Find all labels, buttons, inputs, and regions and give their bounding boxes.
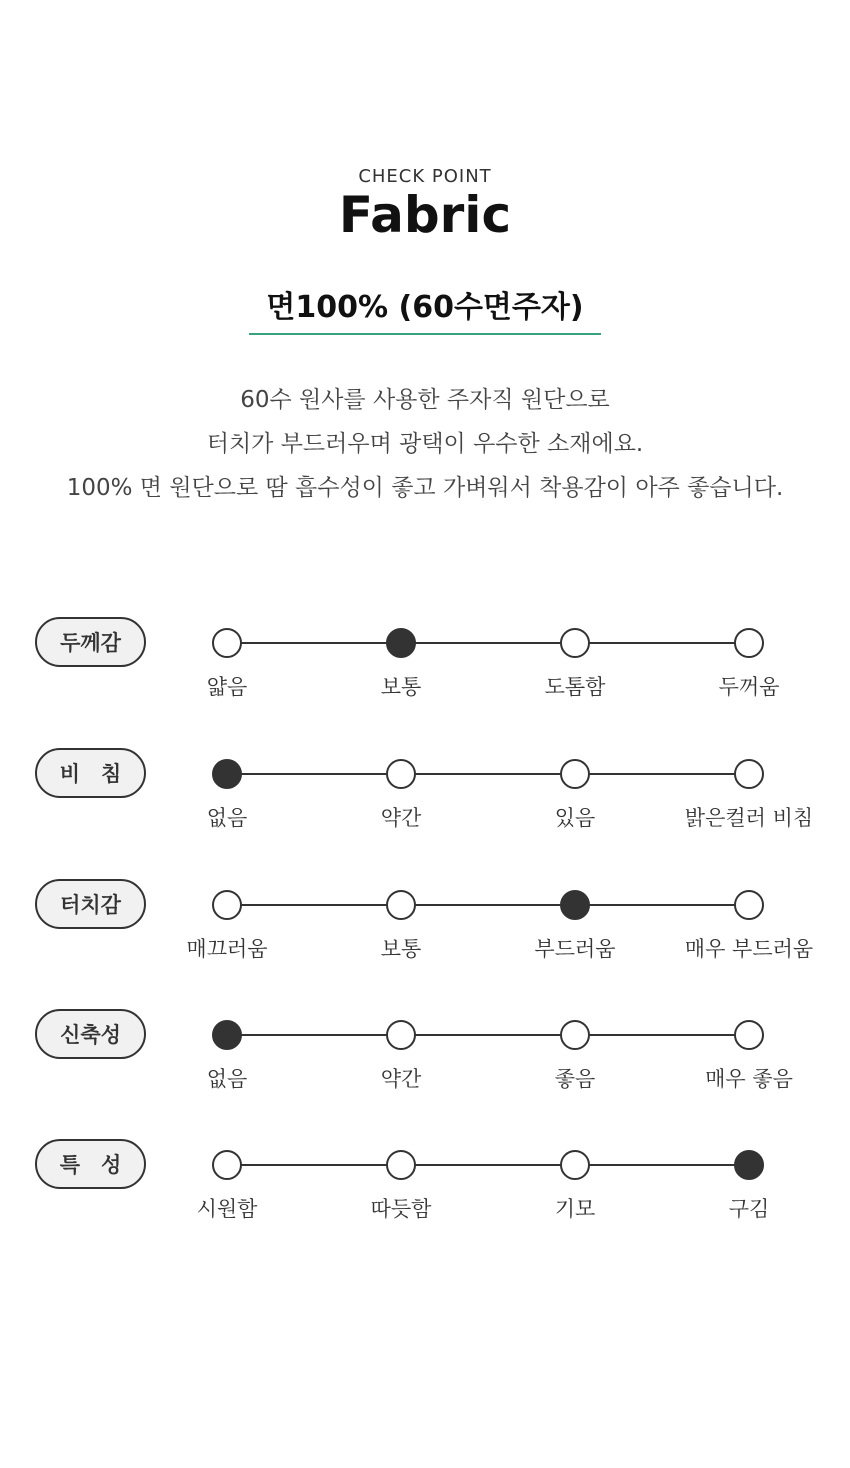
scale-option-label: 보통: [380, 937, 422, 961]
fabric-name: 면100% (60수면주자): [266, 290, 584, 325]
fabric-description: [0, 378, 850, 510]
scale-option-label: 매우 부드러움: [684, 937, 814, 961]
scale-sheerness: [0, 762, 850, 874]
scale-option-label: 매끄러움: [186, 937, 268, 961]
scale-dot-selected: [212, 759, 242, 789]
scale-touch: [0, 893, 850, 1005]
scale-dot-selected: [386, 628, 416, 658]
description-line: 터치가 부드러우며 광택이 우수한 소재에요.: [206, 431, 644, 457]
scale-dot: [734, 890, 764, 920]
scale-option-label: 따듯함: [370, 1197, 432, 1221]
scale-dot-selected: [212, 1020, 242, 1050]
scale-option-label: 두꺼움: [718, 675, 780, 699]
scale-option-label: 시원함: [196, 1197, 258, 1221]
scale-track: [227, 642, 749, 644]
scale-dot: [386, 759, 416, 789]
scale-dot-selected: [560, 890, 590, 920]
scale-label: 특 성: [35, 1139, 146, 1189]
scale-option-label: 밝은컬러 비침: [684, 806, 814, 830]
scale-dot: [386, 1020, 416, 1050]
scale-option-label: 도톰함: [544, 675, 606, 699]
scale-dot-selected: [734, 1150, 764, 1180]
scale-dot: [386, 890, 416, 920]
scale-option-label: 약간: [380, 806, 422, 830]
check-point-kicker: CHECK POINT: [358, 166, 492, 187]
scale-option-label: 있음: [554, 806, 596, 830]
scale-option-label: 기모: [554, 1197, 596, 1221]
scale-stretch: [0, 1023, 850, 1135]
scale-dot: [212, 628, 242, 658]
scale-label: 두께감: [35, 617, 146, 667]
scale-label: 터치감: [35, 879, 146, 929]
scale-dot: [560, 1020, 590, 1050]
scale-option-label: 없음: [206, 806, 248, 830]
scale-option-label: 얇음: [206, 675, 248, 699]
scale-dot: [560, 1150, 590, 1180]
scale-track: [227, 1164, 749, 1166]
scale-option-label: 보통: [380, 675, 422, 699]
page-title: Fabric: [338, 186, 512, 244]
fabric-name-underline: [249, 333, 601, 335]
scale-dot: [212, 890, 242, 920]
description-line: 60수 원사를 사용한 주자직 원단으로: [240, 387, 610, 413]
scale-track: [227, 904, 749, 906]
description-line: 100% 면 원단으로 땀 흡수성이 좋고 가벼워서 착용감이 아주 좋습니다.: [66, 475, 784, 501]
scale-track: [227, 1034, 749, 1036]
scale-option-label: 부드러움: [534, 937, 616, 961]
scale-dot: [734, 1020, 764, 1050]
scale-option-label: 좋음: [554, 1067, 596, 1091]
scale-label: 비 침: [35, 748, 146, 798]
scale-option-label: 없음: [206, 1067, 248, 1091]
scale-option-label: 약간: [380, 1067, 422, 1091]
scale-label: 신축성: [35, 1009, 146, 1059]
scale-thickness: [0, 631, 850, 743]
scale-dot: [386, 1150, 416, 1180]
scale-dot: [560, 759, 590, 789]
scale-dot: [734, 628, 764, 658]
scale-option-label: 매우 좋음: [705, 1067, 793, 1091]
scale-track: [227, 773, 749, 775]
scale-dot: [560, 628, 590, 658]
scale-dot: [212, 1150, 242, 1180]
scale-option-label: 구김: [728, 1197, 770, 1221]
scale-characteristic: [0, 1153, 850, 1265]
scale-dot: [734, 759, 764, 789]
